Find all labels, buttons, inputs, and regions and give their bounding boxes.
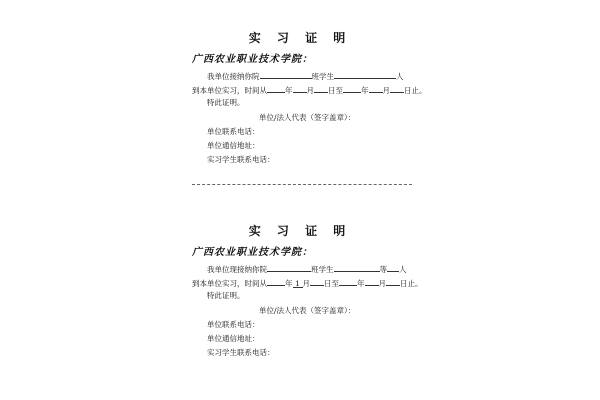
- signature-label: 单位/法人代表（签字盖章）：: [259, 306, 356, 315]
- special-certify: 特此证明。: [207, 98, 245, 107]
- text-day-end: 日止。: [404, 86, 427, 95]
- text-day-end: 日止。: [400, 279, 423, 288]
- text-people: 人: [399, 265, 407, 274]
- blank-end-month: [369, 84, 383, 93]
- address-label: 单位通信地址：: [207, 141, 260, 150]
- text-class-student: 班学生: [311, 265, 334, 274]
- school-name: 广西农业职业技术学院：: [192, 54, 313, 65]
- certificate-line-1: [207, 263, 407, 275]
- text-people: 人: [396, 72, 404, 81]
- blank-end-month: [365, 277, 379, 286]
- certificate-line-1: [207, 70, 404, 82]
- contact-phone-label: 单位联系电话：: [207, 320, 260, 329]
- text-period-from: 到本单位实习，时间从: [192, 279, 267, 288]
- blank-class: [267, 263, 311, 272]
- blank-count: [380, 70, 396, 79]
- blank-start-month: [293, 84, 307, 93]
- text-class-student: 班学生: [311, 72, 334, 81]
- text-year-2: 年: [361, 86, 369, 95]
- student-phone-label: 实习学生联系电话：: [207, 155, 275, 164]
- blank-start-month: 1: [293, 279, 303, 288]
- certificate-title: 实 习 证 明: [248, 224, 352, 238]
- contact-phone-label: 单位联系电话：: [207, 127, 260, 136]
- blank-end-day: [390, 84, 404, 93]
- blank-student-name: [334, 70, 380, 79]
- certificate-title: 实 习 证 明: [248, 31, 352, 45]
- certificate-line-2: [192, 277, 423, 289]
- text-month: 月: [302, 279, 310, 288]
- blank-start-day: [314, 84, 328, 93]
- school-name: 广西农业职业技术学院：: [192, 247, 313, 258]
- text-year: 年: [285, 86, 293, 95]
- text-year: 年: [285, 279, 293, 288]
- blank-end-day: [386, 277, 400, 286]
- blank-count: [387, 263, 399, 272]
- signature-label: 单位/法人代表（签字盖章）：: [259, 113, 356, 122]
- text-month-2: 月: [378, 279, 386, 288]
- blank-start-day: [310, 277, 324, 286]
- special-certify: 特此证明。: [207, 291, 245, 300]
- text-day-to: 日至: [328, 86, 343, 95]
- blank-end-year: [339, 277, 357, 286]
- certificate-line-2: [192, 84, 427, 96]
- text-accept: 我单位现接纳你院: [207, 265, 267, 274]
- text-period-from: 到本单位实习，时间从: [192, 86, 267, 95]
- text-year-2: 年: [357, 279, 365, 288]
- blank-class: [260, 70, 312, 79]
- text-month: 月: [306, 86, 314, 95]
- cut-line-divider: [192, 184, 412, 185]
- text-etc: 等: [379, 265, 387, 274]
- text-accept: 我单位接纳你院: [207, 72, 260, 81]
- blank-start-year: [267, 84, 285, 93]
- student-phone-label: 实习学生联系电话：: [207, 348, 275, 357]
- text-month-2: 月: [382, 86, 390, 95]
- blank-start-year: [267, 277, 285, 286]
- text-day-to: 日至: [324, 279, 339, 288]
- blank-end-year: [343, 84, 361, 93]
- address-label: 单位通信地址：: [207, 334, 260, 343]
- blank-student-name: [334, 263, 380, 272]
